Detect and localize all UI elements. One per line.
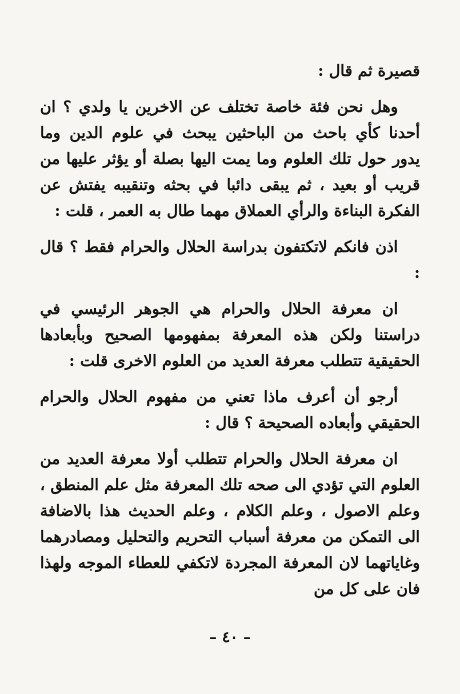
paragraph-6: ان معرفة الحلال والحرام تتطلب أولا معرفة العديد من العلوم التي تؤدي الى صحه تلك المعرفة مثل علم المنطق ، وعلم الاصول ، وعلم الكلام ، وعلم الحديث هذا بالاضافة الى التمكن من معرفة أسباب التحريم والتحليل ومصادرهما وغاياتهما لان المعرفة المجردة لاتكفي للعطاء الموجه ولهذا فان على كل من [40, 449, 420, 598]
paragraph-3: اذن فانكم لاتكتفون بدراسة الحلال والحرام فقط ؟ قال : [40, 237, 420, 282]
paragraph-2: وهل نحن فئة خاصة تختلف عن الاخرين يا ولدي ؟ ان أحدنا كأي باحث من الباحثين يبحث في علوم الدين وما يدور حول تلك العلوم وما يمت اليها بصلة أو يؤثر عليها من قريب أو بعيد ، ثم يبقى دائبا في بحثه وتنقيبه يفتش عن الفكرة البناءة والرأي العملاق مهما طال به العمر ، قلت : [40, 97, 420, 220]
page-body-text [40, 58, 420, 602]
paragraph-5: أرجو أن أعرف ماذا تعني من مفهوم الحلال والحرام الحقيقي وأبعاده الصحيحة ؟ قال : [40, 387, 420, 432]
paragraph-4: ان معرفة الحلال والحرام هي الجوهر الرئيسي في دراستنا ولكن هذه المعرفة بمفهومها الصحيح وبأبعادها الحقيقية تتطلب معرفة العديد من العلوم الاخرى قلت : [40, 299, 420, 370]
page-number: – ٤٠ – [209, 628, 251, 646]
paragraph-1: قصيرة ثم قال : [317, 61, 420, 80]
